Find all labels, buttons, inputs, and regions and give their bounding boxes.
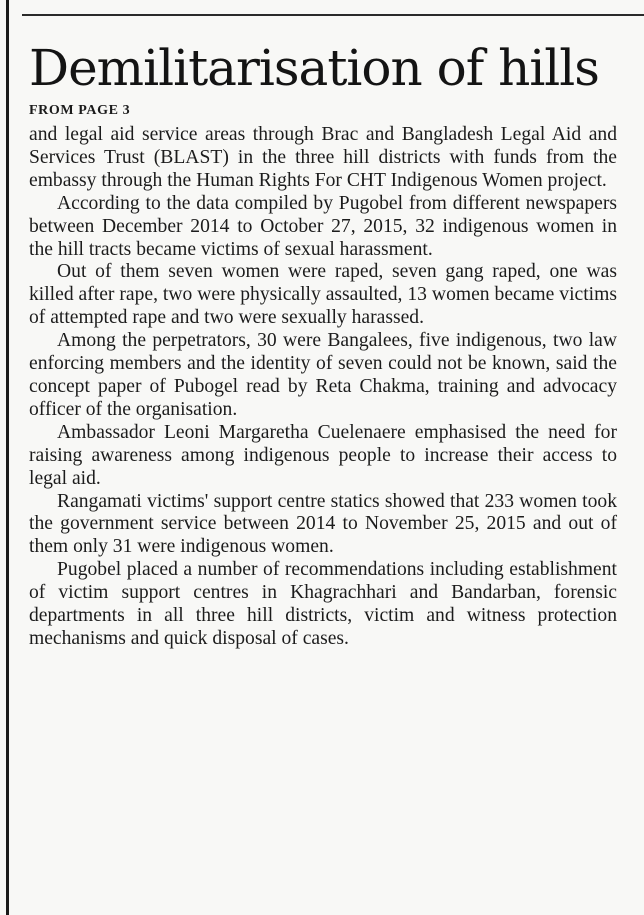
article-headline: Demilitarisation of hills (29, 39, 599, 97)
headline-rule-top (22, 14, 644, 16)
article-paragraph: According to the data compiled by Pugobel from different newspapers between December 2014 to October 27, 2015, 32 indigenous women in the hill tracts became victims of sexual harassment. (29, 192, 617, 260)
article-paragraph: Rangamati victims' support centre statics showed that 233 women took the government service between 2014 to November 25, 2015 and out of them only 31 were indigenous women. (29, 490, 617, 558)
article-paragraph: Ambassador Leoni Margaretha Cuelenaere emphasised the need for raising awareness among indigenous people to increase their access to legal aid. (29, 421, 617, 489)
article-paragraph: Pugobel placed a number of recommendations including establishment of victim support centres in Khagrachhari and Bandarban, forensic departments in all three hill districts, victim and witness protection mechanisms and quick disposal of cases. (29, 559, 617, 649)
article-paragraph: Out of them seven women were raped, seven gang raped, one was killed after rape, two were physically assaulted, 13 women became victims of attempted rape and two were sexually harassed. (29, 261, 617, 329)
article-paragraph: and legal aid service areas through Brac and Bangladesh Legal Aid and Services Trust (BLAST) in the three hill districts with funds from the embassy through the Human Rights For CHT Indigenous Women project. (29, 124, 617, 191)
column-rule-left (6, 0, 9, 915)
article-body (29, 124, 617, 651)
jump-label: FROM PAGE 3 (29, 103, 131, 118)
article-paragraph: Among the perpetrators, 30 were Bangalees, five indigenous, two law enforcing members and the identity of seven could not be known, said the concept paper of Pubogel read by Reta Chakma, training and advocacy officer of the organisation. (29, 330, 617, 420)
